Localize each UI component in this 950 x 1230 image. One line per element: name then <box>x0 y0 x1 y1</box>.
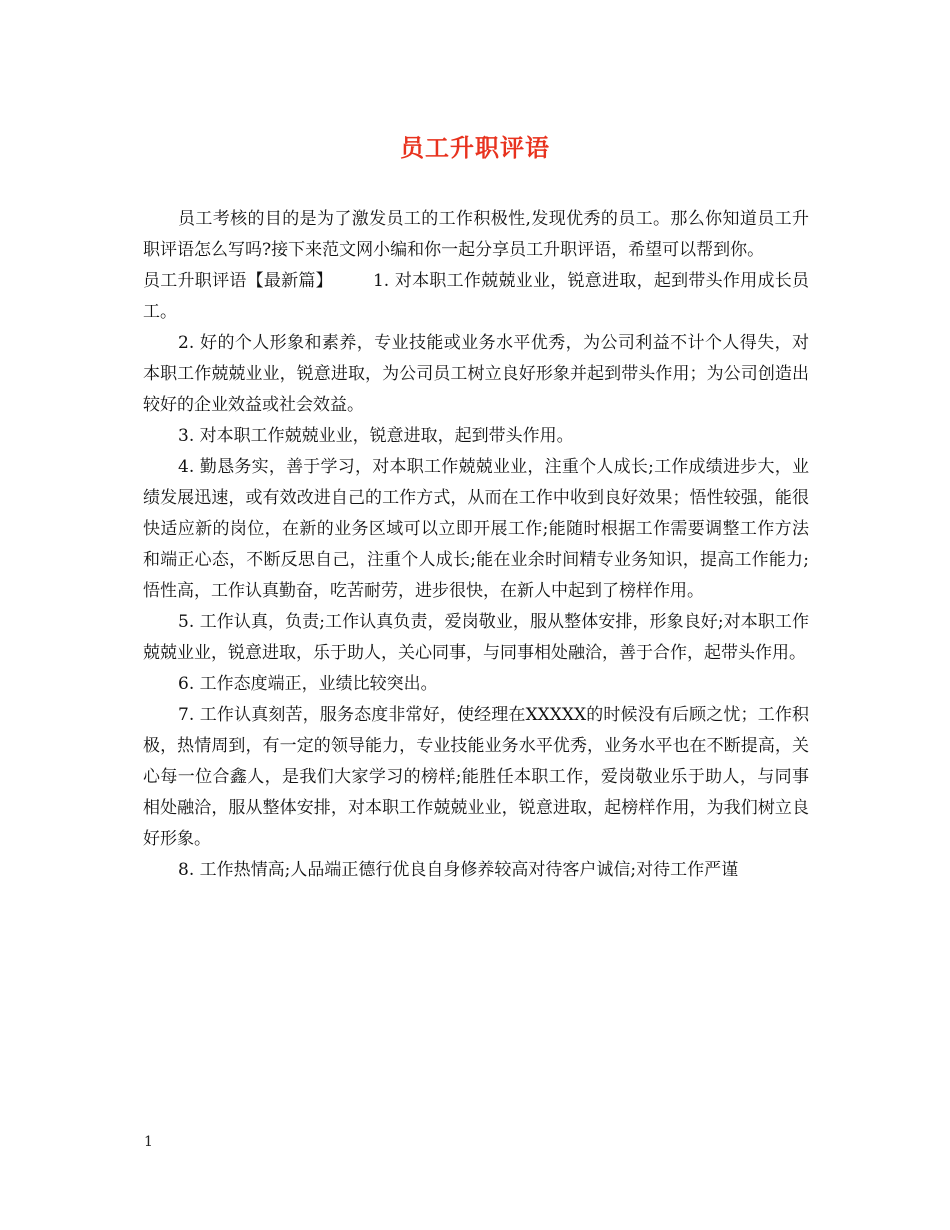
list-item-1: 1. 对本职工作兢兢业业，锐意进取，起到带头作用成长员工。 <box>143 271 810 322</box>
list-item-2: 2. 好的个人形象和素养，专业技能或业务水平优秀，为公司利益不计个人得失，对本职工作兢兢业业，锐意进取，为公司员工树立良好形象并起到带头作用；为公司创造出较好的企业效益或社会效益。 <box>143 333 809 415</box>
list-item-3: 3. 对本职工作兢兢业业，锐意进取，起到带头作用。 <box>178 426 574 446</box>
document-body <box>143 204 809 886</box>
list-item-7: 7. 工作认真刻苦，服务态度非常好，使经理在XXXXX的时候没有后顾之忧；工作积极，热情周到，有一定的领导能力，专业技能业务水平优秀，业务水平也在不断提高，关心每一位合鑫人，是我们大家学习的榜样;能胜任本职工作，爱岗敬业乐于助人，与同事相处融洽，服从整体安排，对本职工作兢兢业业，锐意进取，起榜样作用，为我们树立良好形象。 <box>143 705 809 849</box>
intro-paragraph: 员工考核的目的是为了激发员工的工作积极性,发现优秀的员工。那么你知道员工升职评语怎么写吗?接下来范文网小编和你一起分享员工升职评语，希望可以帮到你。 <box>143 209 809 260</box>
list-item-4: 4. 勤恳务实，善于学习，对本职工作兢兢业业，注重个人成长;工作成绩进步大，业绩发展迅速，或有效改进自己的工作方式，从而在工作中收到良好效果；悟性较强，能很快适应新的岗位，在新的业务区域可以立即开展工作;能随时根据工作需要调整工作方法和端正心态，不断反思自己，注重个人成长;能在业余时间精专业务知识，提高工作能力;悟性高，工作认真勤奋，吃苦耐劳，进步很快，在新人中起到了榜样作用。 <box>143 457 809 601</box>
section-heading: 员工升职评语【最新篇】 <box>143 271 333 291</box>
page-number: 1 <box>144 1134 153 1150</box>
list-item-5: 5. 工作认真，负责;工作认真负责，爱岗敬业，服从整体安排，形象良好;对本职工作兢兢业业，锐意进取，乐于助人，关心同事，与同事相处融洽，善于合作，起带头作用。 <box>143 612 809 663</box>
list-item-6: 6. 工作态度端正，业绩比较突出。 <box>178 674 438 694</box>
document-title: 员工升职评语 <box>400 133 550 162</box>
list-item-8: 8. 工作热情高;人品端正德行优良自身修养较高对待客户诚信;对待工作严谨 <box>178 860 739 880</box>
section-heading-line <box>143 266 809 328</box>
